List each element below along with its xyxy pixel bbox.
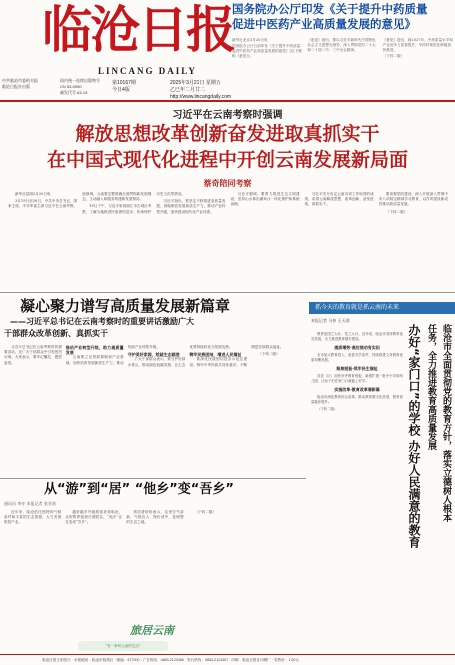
travel-byline: 通讯员 李亦 本报记者 张亚南 xyxy=(4,501,56,506)
vertical-headline-line: 办好“家门口”的学校 办好人民满意的教育 xyxy=(407,324,421,548)
lunar-date: 乙巳年二月廿二 xyxy=(170,87,206,93)
issue-date: 2025年3月21日 星期五 xyxy=(170,80,221,86)
commentary-body xyxy=(4,345,309,480)
paragraph: 旅居者纷纷表示，这里空气清新、气候宜人、物价适中，是理想的生活之地。 xyxy=(126,510,184,525)
commentary-headline[interactable]: 凝心聚力谱写高质量发展新篇章 xyxy=(20,297,231,315)
page-footer: 临沧日报文明发行 · 本报地址：临沧市临翔区 · 邮编：677000 · 广告热线：0883-2123456 · 发行热线：0883-2123457 · 印刷：临沧日报社印刷厂 · 零售价：1.00元 xyxy=(0,654,455,665)
top-story-headline[interactable] xyxy=(232,2,454,32)
newspaper-logo: 临沧日报 xyxy=(42,0,234,59)
paragraph: 云南要立足资源禀赋和产业基础，加快培育发展新质生产力，推动传统产业转型升级。 xyxy=(65,345,160,365)
paragraph: 要深化民族团结进步示范区建设，铸牢中华民族共同体意识，不断增进各族群众福祉。 xyxy=(189,345,284,367)
section-label: 提质增效·高位推动有实招 xyxy=(334,345,380,350)
continued-note: （下转二版） xyxy=(385,209,408,214)
continued-note: （下转二版） xyxy=(382,54,405,58)
continued-note: （下转二版） xyxy=(317,407,338,411)
feature-byline: 本报记者 马伟 王天翊 xyxy=(311,318,350,323)
section-label: 铸牢民族团结，增进人民福祉 xyxy=(189,352,242,358)
education-feature-body xyxy=(311,332,403,647)
paragraph: 习近平强调，要着力推进生态文明建设，坚持山水林田湖草沙一体化保护和系统治理。 xyxy=(230,192,300,207)
publisher-info xyxy=(2,78,58,90)
feature-banner: 抓今天的教育就是抓云南的未来 xyxy=(309,302,455,314)
commentary-subtitle: 干部群众改革创新、真抓实干 xyxy=(4,329,108,338)
headline-line: 国务院办公厅印发《关于提升中药质量 xyxy=(232,2,428,16)
travel-story-header xyxy=(4,480,306,507)
page-count: 今日4版 xyxy=(112,87,130,93)
vertical-headline-line: 任务，全力推进教育高质量发展 xyxy=(426,324,436,450)
divider xyxy=(0,292,455,293)
paragraph: 19日下午，习近平来到丽江市古城区考察，了解当地推进民族团结进步、传承保护历史文化等情况。 xyxy=(82,192,186,214)
lead-headline-line[interactable]: 在中国式现代化进程中开创云南发展新局面 xyxy=(46,149,408,171)
travel-brand-tag: “有一种叫云南的生活” xyxy=(78,641,168,651)
paragraph: 越来越多外地游客来到临沧，从短暂停留到长期居住，“他乡”正在变成“吾乡”。 xyxy=(65,510,123,525)
paragraph: 各县（区）加快补齐教育短板，新建扩建一批中小学和幼儿园，让孩子们在家门口就能上好学。 xyxy=(311,374,403,383)
paragraph: 广大干部群众表示，要守护好绿水青山，推动绿色低碳发展，让生态优势持续转化为发展优势。 xyxy=(127,345,233,367)
website-link[interactable]: http://www.lincangdaily.com xyxy=(170,94,232,100)
code-line: 邮发代号 63-19 xyxy=(60,90,88,95)
code-line: 国内统一连续出版物号 xyxy=(60,78,100,83)
vertical-headline-line: 临沧市全面贯彻党的教育方针，落实立德树人根本 xyxy=(441,324,451,522)
education-feature xyxy=(309,302,455,650)
paragraph: 《意见》指出，要以习近平新时代中国特色社会主义思想为指导，深入贯彻党的二十大和二十届二中、三中全会精神。 xyxy=(307,38,376,52)
paragraph: 教育是国之大计、党之大计。近年来，临沧市坚持教育优先发展，全力推进教育强市建设。 xyxy=(311,332,403,341)
commentary-header xyxy=(4,296,309,340)
top-story-body xyxy=(232,38,454,98)
travel-headline[interactable]: 从“游”到“居” “他乡”变“吾乡” xyxy=(44,482,234,497)
lead-story-body xyxy=(8,192,448,288)
lead-kicker: 习近平在云南考察时强调 xyxy=(172,110,283,121)
paragraph: 要加强党的建设，深入开展深入贯彻中央八项规定精神学习教育，以作风建设新成效推动高质量发展。 xyxy=(378,192,448,207)
dateline: 新华社北京3月20日电 xyxy=(232,38,268,42)
registration-codes xyxy=(60,78,100,96)
travel-brand-logo: 旅居云南 xyxy=(130,624,174,637)
paragraph: 近年来，临沧依托独特的气候条件和丰富的生态资源，大力发展旅居产业。 xyxy=(4,510,62,525)
paragraph: 习近平充分肯定云南各项工作取得的成绩，希望云南解放思想、改革创新、奋发进取、真抓实干。 xyxy=(304,192,374,207)
publisher-line: 临沧日报社出版 xyxy=(2,84,30,89)
date-info xyxy=(170,80,231,101)
dateline: 新华社昆明3月20日电 xyxy=(15,192,51,196)
masthead xyxy=(0,0,455,102)
continued-note: （下转二版） xyxy=(258,352,280,357)
section-label: 实施改革·教育改革谱新篇 xyxy=(334,387,380,392)
divider xyxy=(0,478,306,479)
lead-headline-line[interactable]: 解放思想改革创新奋发进取真抓实干 xyxy=(75,123,380,145)
paragraph: 全市加大教育投入，改善办学条件，持续推进义务教育优质均衡发展。 xyxy=(311,353,403,362)
commentary-subtitle: ——习近平总书记在云南考察时的重要讲话激励广大 xyxy=(10,317,194,326)
paragraph: 国务院办公厅日前印发《关于提升中药质量促进中医药产业高质量发展的意见》(以下简称《意见》)。 xyxy=(232,44,302,58)
feature-vertical-headline[interactable] xyxy=(405,324,453,614)
paragraph: 3月19日至20日，中共中央总书记、国家主席、中央军委主席习近平在云南考察。他强调，云南要完整准确全面贯彻新发展理念，主动融入和服务构建新发展格局。 xyxy=(8,192,152,209)
paragraph: 《意见》提出，到2027年，中药质量水平和产业竞争力显著提升，中药材规范化种植加快推进。 xyxy=(382,38,453,52)
paragraph: 习近平指出，要坚定不移推进高质量发展，因地制宜发展新质生产力，推动产业转型升级，加快建设现代化产业体系。 xyxy=(156,199,226,214)
lead-story-header xyxy=(0,104,455,173)
publisher-line: 中共临沧市委机关报 xyxy=(2,78,38,83)
newspaper-logo-english: LINCANG DAILY xyxy=(98,66,197,76)
lead-byline: 蔡奇陪同考察 xyxy=(203,179,252,188)
section-label: 聚焦短板·筑牢民生福祉 xyxy=(336,366,378,371)
code-line: CN 53-0050 xyxy=(60,84,82,89)
continued-note: （下转二版） xyxy=(194,510,217,514)
section-label: 守护美好家园，绘就生态画卷 xyxy=(127,352,180,358)
section-label: 推动产业转型升级，助力高质量发展 xyxy=(65,345,124,356)
issue-info xyxy=(112,80,136,94)
paragraph: 临沧市深化教育综合改革，推动教育数字化转型，教育质量稳步提升。 xyxy=(311,395,403,404)
issue-number: 第10167期 xyxy=(112,80,136,86)
headline-line: 促进中医药产业高质量发展的意见》 xyxy=(232,17,416,31)
paragraph: 习近平总书记在云南考察时的重要讲话，在广大干部群众中引发热烈反响。大家表示，要牢记嘱托、感恩奋进。 xyxy=(4,345,62,365)
